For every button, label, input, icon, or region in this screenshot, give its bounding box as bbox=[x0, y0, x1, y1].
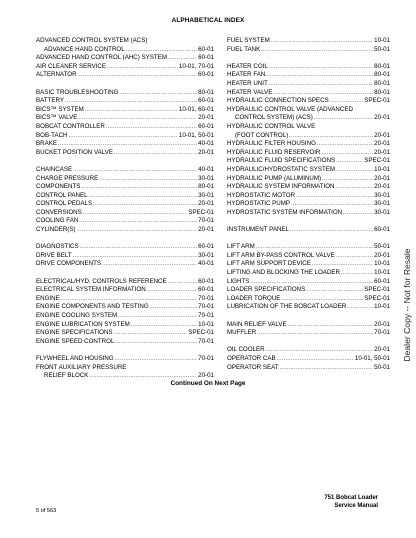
index-entry-page: 20-01 bbox=[198, 372, 214, 380]
index-entry-page: 10-01, 60-01 bbox=[178, 105, 214, 113]
index-entry[interactable] bbox=[36, 89, 214, 98]
index-entry-label: HYDROSTATIC SYSTEM INFORMATION bbox=[227, 208, 343, 216]
index-entry-page: 20-01 bbox=[374, 148, 390, 156]
dot-leader bbox=[336, 166, 373, 175]
index-entry-label: HYDRAULIC/HYDROSTATIC SYSTEM bbox=[227, 165, 336, 173]
index-entry[interactable] bbox=[36, 71, 214, 80]
dot-leader bbox=[256, 243, 373, 252]
index-entry[interactable] bbox=[227, 183, 390, 192]
dot-leader bbox=[291, 200, 373, 209]
index-entry-label: LOADER SPECIFICATIONS bbox=[227, 286, 306, 294]
index-entry-label: HYDRAULIC CONTROL VALVE (ADVANCED bbox=[227, 105, 353, 113]
index-entry-label: ENGINE COOLING SYSTEM bbox=[36, 312, 118, 319]
index-entry-page: SPEC-01 bbox=[188, 208, 214, 216]
watermark bbox=[400, 185, 414, 425]
index-entry-page: 60-01 bbox=[374, 226, 390, 234]
index-entry-page: 70-01 bbox=[374, 329, 390, 337]
index-entry[interactable] bbox=[36, 312, 214, 321]
index-entry-label: HYDRAULIC PUMP (ALUMINUM) bbox=[227, 174, 322, 182]
dot-leader bbox=[281, 295, 363, 304]
index-entry[interactable] bbox=[227, 71, 390, 80]
index-entry-label: LIGHTS bbox=[227, 277, 250, 285]
index-entry-page: 60-01 bbox=[198, 243, 214, 251]
index-entry[interactable] bbox=[227, 106, 390, 115]
index-entry-label: HYDRAULIC SYSTEM INFORMATION bbox=[227, 183, 335, 191]
index-entry-page: 60-01 bbox=[198, 71, 214, 79]
dot-leader bbox=[306, 286, 363, 295]
dot-leader bbox=[312, 260, 373, 269]
dot-leader bbox=[280, 364, 374, 373]
dot-leader bbox=[78, 114, 197, 123]
index-entry-page: 10-01 bbox=[374, 269, 390, 277]
dot-leader bbox=[83, 209, 187, 218]
index-entry[interactable] bbox=[227, 226, 390, 235]
watermark-text: Dealer Copy -- Not for Resale bbox=[402, 248, 412, 362]
index-entry-page: 80-01 bbox=[374, 71, 390, 79]
dot-leader bbox=[289, 132, 373, 141]
index-entry-page: 20-01 bbox=[374, 140, 390, 148]
index-entry-label: CONVERSIONS bbox=[36, 208, 82, 216]
index-entry[interactable] bbox=[36, 200, 214, 209]
dot-leader bbox=[78, 71, 198, 80]
index-entry-label: AIR CLEANER SERVICE bbox=[36, 62, 107, 70]
index-entry-page: 70-01 bbox=[198, 337, 214, 345]
dot-leader bbox=[266, 71, 373, 80]
index-entry-page: 70-01 bbox=[198, 312, 214, 319]
dot-leader bbox=[115, 338, 197, 347]
index-entry-page: 70-01 bbox=[198, 217, 214, 225]
index-entry-label: DRIVE COMPONENTS bbox=[36, 260, 101, 268]
index-entry-page: 30-01 bbox=[374, 191, 390, 199]
dot-leader bbox=[73, 252, 198, 261]
index-entry-label: (FOOT CONTROL) bbox=[235, 131, 289, 139]
index-entry[interactable] bbox=[36, 123, 214, 132]
index-entry-label: BOBCAT CONTROLLER bbox=[36, 122, 105, 130]
dot-leader bbox=[79, 217, 197, 226]
index-entry-page: 20-01 bbox=[374, 114, 390, 122]
dot-leader bbox=[330, 97, 363, 106]
index-entry[interactable] bbox=[227, 63, 390, 72]
index-entry-label: BUCKET POSITION VALVE bbox=[36, 148, 114, 156]
index-entry-label: BRAKE bbox=[36, 140, 57, 148]
index-entry-label: HEATER VALVE bbox=[227, 88, 273, 96]
dot-leader bbox=[266, 346, 374, 355]
continued-note: Continued On Next Page bbox=[170, 380, 246, 387]
index-entry-label: ALTERNATOR bbox=[36, 71, 77, 79]
index-entry-label: LUBRICATION OF THE BOBCAT LOADER bbox=[227, 303, 347, 311]
index-entry-page: 30-01 bbox=[198, 174, 214, 182]
footer-title bbox=[324, 494, 378, 510]
index-entry-label: RELIEF BLOCK bbox=[44, 372, 89, 380]
dot-leader bbox=[343, 209, 373, 218]
index-entry-label: COOLING FAN bbox=[36, 217, 79, 225]
index-entry[interactable] bbox=[227, 80, 390, 89]
index-entry[interactable] bbox=[227, 97, 390, 106]
dot-leader bbox=[168, 278, 198, 287]
index-entry-label: BICS™ SYSTEM bbox=[36, 105, 84, 113]
index-entry-label: CHAINCASE bbox=[36, 165, 73, 173]
index-entry-page: 20-01 bbox=[198, 226, 214, 234]
dot-leader bbox=[347, 303, 373, 312]
index-entry-label: HEATER COIL bbox=[227, 62, 268, 70]
index-entry-page: 50-01 bbox=[374, 243, 390, 251]
index-entry-label: LIFT ARM SUPPORT DEVICE bbox=[227, 260, 311, 268]
index-entry-page: 60-01 bbox=[374, 277, 390, 285]
index-entry-page: 80-01 bbox=[374, 62, 390, 70]
index-entry-label: ENGINE COMPONENTS AND TESTING bbox=[36, 303, 149, 311]
dot-leader bbox=[322, 175, 373, 184]
dot-leader bbox=[93, 200, 197, 209]
index-entry[interactable] bbox=[36, 243, 214, 252]
dot-leader bbox=[89, 192, 198, 201]
index-entry[interactable] bbox=[36, 303, 214, 312]
dot-leader bbox=[321, 149, 373, 158]
index-entry-page: 50-01 bbox=[374, 363, 390, 371]
index-entry-page: 40-01 bbox=[198, 260, 214, 268]
index-entry-label: CONTROL PEDALS bbox=[36, 200, 93, 208]
index-entry-label: ADVANCED HAND CONTROL (AHC) SYSTEM bbox=[36, 54, 167, 62]
index-entry-page: 10-01, 50-01 bbox=[354, 354, 390, 362]
index-entry-page: 40-01 bbox=[198, 165, 214, 173]
index-entry[interactable] bbox=[36, 132, 214, 141]
dot-leader bbox=[317, 140, 373, 149]
index-entry-label: ENGINE SPECIFICATIONS bbox=[36, 329, 113, 337]
index-spacer bbox=[36, 269, 214, 278]
index-entry-label: MAIN RELIEF VALVE bbox=[227, 320, 287, 328]
index-entry[interactable] bbox=[36, 166, 214, 175]
index-entry-label: FUEL TANK bbox=[227, 45, 261, 53]
index-entry[interactable] bbox=[227, 260, 390, 269]
index-spacer bbox=[36, 80, 214, 89]
index-entry-label: BASIC TROUBLESHOOTING bbox=[36, 88, 119, 96]
dot-leader bbox=[269, 63, 373, 72]
dot-leader bbox=[77, 226, 198, 235]
index-entry-page: SPEC-01 bbox=[188, 329, 214, 337]
index-entry[interactable] bbox=[36, 46, 214, 55]
dot-leader bbox=[273, 89, 373, 98]
index-entry-label: BATTERY bbox=[36, 97, 64, 105]
index-entry[interactable] bbox=[227, 37, 390, 46]
index-entry[interactable] bbox=[36, 338, 214, 347]
index-entry-label: INSTRUMENT PANEL bbox=[227, 226, 289, 234]
index-entry[interactable] bbox=[227, 329, 390, 338]
dot-leader bbox=[107, 63, 178, 72]
index-entry-page: 20-01 bbox=[198, 200, 214, 208]
index-entry-label: FLYWHEEL AND HOUSING bbox=[36, 354, 114, 362]
index-entry[interactable] bbox=[227, 364, 390, 373]
index-entry-label: COMPONENTS bbox=[36, 183, 81, 191]
index-entry-page: 20-01 bbox=[198, 148, 214, 156]
index-entry-page: 30-01 bbox=[198, 251, 214, 259]
index-entry-page: 60-01 bbox=[198, 122, 214, 130]
index-entry-page: 80-01 bbox=[374, 79, 390, 87]
index-entry-page: 10-01 bbox=[198, 320, 214, 328]
index-entry-page: SPEC-01 bbox=[364, 286, 390, 294]
dot-leader bbox=[73, 166, 197, 175]
dot-leader bbox=[65, 97, 197, 106]
index-column-right bbox=[227, 37, 390, 372]
dot-leader bbox=[58, 140, 197, 149]
index-entry-label: FRONT AUXILIARY PRESSURE bbox=[36, 363, 127, 371]
index-entry-label: HEATER UNIT bbox=[227, 79, 268, 87]
index-entry-label: HYDRAULIC CONTROL VALVE bbox=[227, 122, 316, 130]
index-entry-label: MUFFLER bbox=[227, 329, 257, 337]
dot-leader bbox=[81, 183, 197, 192]
index-entry[interactable] bbox=[36, 97, 214, 106]
dot-leader bbox=[114, 329, 188, 338]
dot-leader bbox=[114, 149, 197, 158]
dot-leader bbox=[261, 46, 373, 55]
index-entry[interactable] bbox=[36, 364, 214, 373]
index-entry-label: LIFT ARM bbox=[227, 243, 255, 251]
index-entry[interactable] bbox=[227, 243, 390, 252]
page-counter: 5 of 563 bbox=[36, 508, 57, 514]
index-entry[interactable] bbox=[36, 183, 214, 192]
index-entry[interactable] bbox=[227, 123, 390, 132]
dot-leader bbox=[290, 226, 373, 235]
index-entry[interactable] bbox=[227, 278, 390, 287]
dot-leader bbox=[336, 157, 363, 166]
index-entry-label: OPERATOR CAB bbox=[227, 354, 276, 362]
dot-leader bbox=[257, 329, 373, 338]
index-entry-label: ENGINE bbox=[36, 294, 60, 302]
index-entry-page: 20-01 bbox=[374, 174, 390, 182]
dot-leader bbox=[150, 303, 198, 312]
index-entry-page: 80-01 bbox=[198, 88, 214, 96]
index-entry-label: CYLINDER(S) bbox=[36, 226, 76, 234]
index-spacer bbox=[36, 346, 214, 355]
dot-leader bbox=[118, 312, 197, 321]
index-spacer bbox=[227, 312, 390, 321]
index-entry[interactable] bbox=[227, 175, 390, 184]
index-entry-page: 50-01 bbox=[374, 45, 390, 53]
index-entry[interactable] bbox=[227, 295, 390, 304]
index-entry[interactable] bbox=[36, 192, 214, 201]
dot-leader bbox=[147, 286, 198, 295]
index-entry[interactable] bbox=[227, 346, 390, 355]
index-entry-page: 70-01 bbox=[198, 294, 214, 302]
dot-leader bbox=[69, 132, 178, 141]
index-entry-page: 20-01 bbox=[374, 131, 390, 139]
index-entry[interactable] bbox=[227, 46, 390, 55]
index-spacer bbox=[227, 54, 390, 63]
dot-leader bbox=[250, 278, 373, 287]
index-spacer bbox=[227, 338, 390, 347]
index-entry-page: 10-01 bbox=[374, 165, 390, 173]
index-entry-label: LIFT ARM BY-PASS CONTROL VALVE bbox=[227, 251, 335, 259]
index-entry[interactable] bbox=[227, 303, 390, 312]
index-entry[interactable] bbox=[36, 175, 214, 184]
index-entry[interactable] bbox=[36, 114, 214, 123]
index-entry[interactable] bbox=[36, 286, 214, 295]
dot-leader bbox=[85, 106, 178, 115]
index-entry-page: 20-01 bbox=[374, 183, 390, 191]
index-entry[interactable] bbox=[36, 329, 214, 338]
index-entry-page: 70-01 bbox=[198, 303, 214, 311]
footer-manual: Service Manual bbox=[334, 503, 378, 509]
index-entry[interactable] bbox=[227, 321, 390, 330]
dot-leader bbox=[277, 355, 354, 364]
index-entry-label: ENGINE SPEED CONTROL bbox=[36, 337, 115, 345]
index-entry-page: 60-01 bbox=[198, 97, 214, 105]
index-entry[interactable] bbox=[36, 37, 214, 46]
index-spacer bbox=[227, 235, 390, 244]
index-entry-label: CHARGE PRESSURE bbox=[36, 174, 99, 182]
dot-leader bbox=[288, 321, 374, 330]
index-entry-page: 60-01 bbox=[198, 286, 214, 294]
index-entry[interactable] bbox=[227, 89, 390, 98]
index-entry-label: BICS™ VALVE bbox=[36, 114, 78, 122]
index-entry-label: CONTROL SYSTEM) (ACS) bbox=[235, 114, 313, 122]
index-entry[interactable] bbox=[36, 295, 214, 304]
index-entry-label: HYDRAULIC CONNECTION SPECS bbox=[227, 97, 329, 105]
index-entry-label: HYDROSTATIC PUMP bbox=[227, 200, 291, 208]
index-entry-label: OIL COOLER bbox=[227, 346, 265, 354]
dot-leader bbox=[119, 89, 197, 98]
index-entry-page: 30-01 bbox=[198, 191, 214, 199]
index-entry[interactable] bbox=[227, 114, 390, 123]
index-entry-label: FUEL SYSTEM bbox=[227, 37, 270, 44]
index-entry[interactable] bbox=[36, 140, 214, 149]
index-entry-label: LOADER TORQUE bbox=[227, 294, 281, 302]
index-entry-label: HYDROSTATIC MOTOR bbox=[227, 191, 296, 199]
index-entry-page: 60-01 bbox=[198, 54, 214, 62]
dot-leader bbox=[102, 260, 197, 269]
index-entry-page: 10-01 bbox=[374, 260, 390, 268]
footer-model: 751 Bobcat Loader bbox=[324, 495, 378, 501]
index-entry-page: 20-01 bbox=[198, 114, 214, 122]
index-entry[interactable] bbox=[36, 278, 214, 287]
dot-leader bbox=[168, 54, 197, 63]
dot-leader bbox=[106, 123, 197, 132]
index-entry-page: 30-01 bbox=[374, 208, 390, 216]
index-entry-page: 60-01 bbox=[198, 45, 214, 53]
index-entry-page: 10-01 bbox=[374, 37, 390, 44]
index-entry[interactable] bbox=[227, 149, 390, 158]
index-spacer bbox=[36, 157, 214, 166]
index-entry-page: SPEC-01 bbox=[364, 97, 390, 105]
index-spacer bbox=[36, 235, 214, 244]
index-entry-label: HEATER FAN bbox=[227, 71, 266, 79]
index-entry[interactable] bbox=[36, 321, 214, 330]
dot-leader bbox=[296, 192, 373, 201]
index-entry-label: ADVANCE HAND CONTROL bbox=[44, 45, 125, 53]
index-entry[interactable] bbox=[227, 132, 390, 141]
index-entry-page: 60-01 bbox=[198, 277, 214, 285]
index-entry[interactable] bbox=[36, 209, 214, 218]
index-spacer bbox=[227, 217, 390, 226]
dot-leader bbox=[336, 183, 374, 192]
index-entry[interactable] bbox=[227, 157, 390, 166]
index-entry[interactable] bbox=[36, 54, 214, 63]
index-entry-label: DRIVE BELT bbox=[36, 251, 72, 259]
index-entry-page: SPEC-01 bbox=[364, 157, 390, 165]
index-entry-label: CONTROL PANEL bbox=[36, 191, 88, 199]
index-entry[interactable] bbox=[227, 269, 390, 278]
index-entry-page: 20-01 bbox=[374, 346, 390, 354]
index-entry-label: HYDRAULIC FLUID RESERVOIR bbox=[227, 148, 321, 156]
index-entry-label: BOB-TACH bbox=[36, 131, 68, 139]
index-entry-label: DIAGNOSTICS bbox=[36, 243, 79, 251]
index-entry-label: HYDRAULIC FLUID SPECIFICATIONS bbox=[227, 157, 336, 165]
index-entry-page: 70-01 bbox=[198, 354, 214, 362]
index-entry-page: 10-01 bbox=[374, 303, 390, 311]
dot-leader bbox=[61, 295, 197, 304]
index-entry-label: ENGINE LUBRICATION SYSTEM bbox=[36, 320, 130, 328]
index-entry[interactable] bbox=[36, 217, 214, 226]
index-entry-page: SPEC-01 bbox=[364, 294, 390, 302]
index-entry[interactable] bbox=[227, 140, 390, 149]
index-entry-label: LIFTING AND BLOCKING THE LOADER bbox=[227, 269, 341, 277]
index-entry-page: 20-01 bbox=[374, 320, 390, 328]
index-entry[interactable] bbox=[227, 200, 390, 209]
index-entry[interactable] bbox=[36, 226, 214, 235]
dot-leader bbox=[115, 355, 197, 364]
dot-leader bbox=[314, 114, 373, 123]
index-entry-page: 80-01 bbox=[198, 183, 214, 191]
index-entry-label: ELECTRICAL/HYD. CONTROLS REFERENCE bbox=[36, 277, 167, 285]
index-entry[interactable] bbox=[36, 355, 214, 364]
dot-leader bbox=[126, 46, 197, 55]
dot-leader bbox=[99, 175, 197, 184]
index-entry-page: 20-01 bbox=[374, 251, 390, 259]
dot-leader bbox=[80, 243, 198, 252]
index-entry-label: OPERATOR SEAT bbox=[227, 363, 279, 371]
index-entry-label: ADVANCED CONTROL SYSTEM (ACS) bbox=[36, 37, 148, 44]
index-entry-label: HYDRAULIC FILTER HOUSING bbox=[227, 140, 316, 148]
index-entry-label: ELECTRICAL SYSTEM INFORMATION bbox=[36, 286, 146, 294]
dot-leader bbox=[131, 321, 197, 330]
dot-leader bbox=[271, 37, 373, 46]
dot-leader bbox=[269, 80, 373, 89]
index-entry[interactable] bbox=[227, 166, 390, 175]
index-column-left bbox=[36, 37, 214, 381]
index-entry[interactable] bbox=[227, 252, 390, 261]
index-entry-page: 10-01, 50-01 bbox=[178, 131, 214, 139]
index-entry[interactable] bbox=[36, 260, 214, 269]
index-entry[interactable] bbox=[227, 286, 390, 295]
dot-leader bbox=[341, 269, 373, 278]
index-entry[interactable] bbox=[227, 209, 390, 218]
index-entry-page: 30-01 bbox=[374, 200, 390, 208]
index-entry-page: 40-01 bbox=[198, 140, 214, 148]
index-entry[interactable] bbox=[227, 192, 390, 201]
page-title: ALPHABETICAL INDEX bbox=[171, 17, 245, 24]
index-entry[interactable] bbox=[227, 355, 390, 364]
index-entry-page: 10-01, 70-01 bbox=[178, 62, 214, 70]
dot-leader bbox=[336, 252, 373, 261]
index-entry[interactable] bbox=[36, 252, 214, 261]
index-entry-page: 80-01 bbox=[374, 88, 390, 96]
index-entry[interactable] bbox=[36, 149, 214, 158]
index-entry[interactable] bbox=[36, 63, 214, 72]
index-entry[interactable] bbox=[36, 106, 214, 115]
